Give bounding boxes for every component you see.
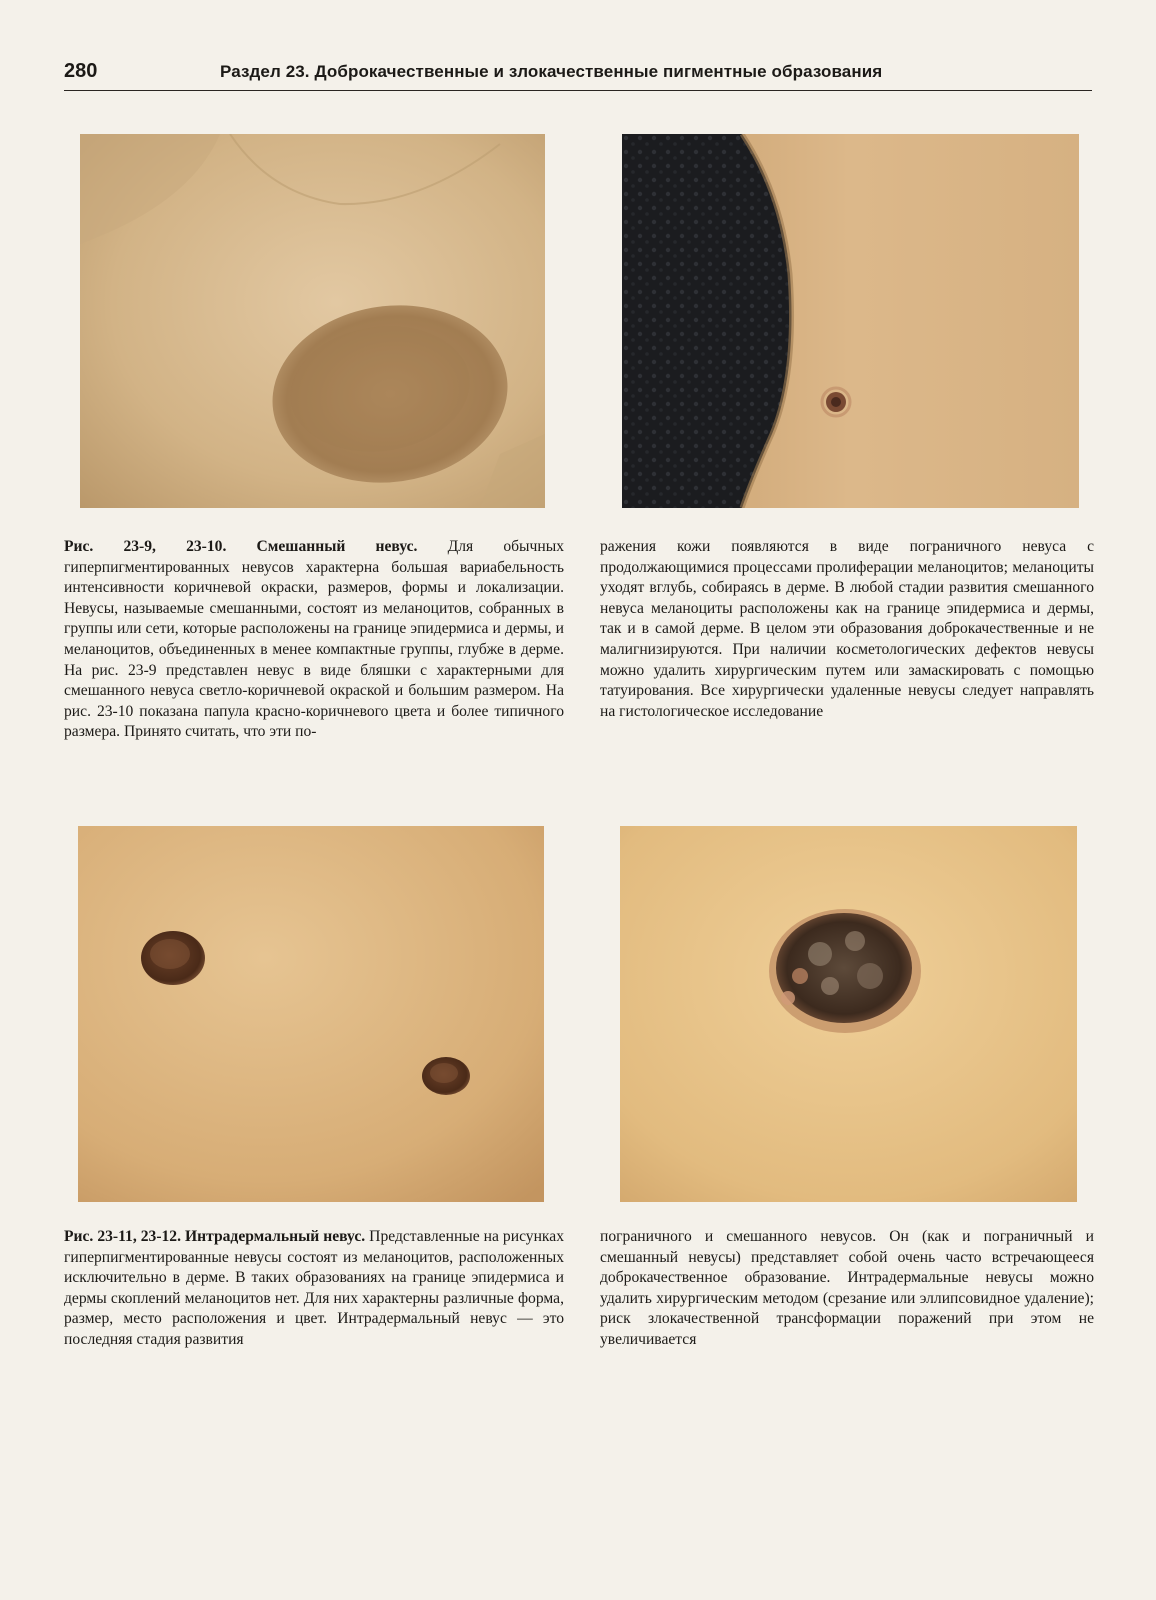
caption-figures-23-11-23-12-right bbox=[600, 1227, 1094, 1351]
figure-23-10-photo bbox=[622, 134, 1079, 508]
caption-text-23-11-right: пограничного и смешанного невусов. Он (как и пограничный и смешанный невусы) представляет собой очень часто встречающееся доброкачественное образование. Интрадермальные невусы можно удалить хирургическим методом (срезание или эллипсовидное удаление); риск злокачественной трансформации поражений при этом не увеличивается bbox=[600, 1228, 1094, 1348]
figure-23-12-photo bbox=[620, 826, 1077, 1202]
skin-papule-photo-icon bbox=[622, 134, 1079, 508]
skin-plaque-photo-icon bbox=[80, 134, 545, 508]
two-nevi-photo-icon bbox=[78, 826, 544, 1202]
caption-text-23-9-left: Для обычных гиперпигментированных невусов характерна большая вариабельность интенсивности коричневой окраски, размеров, формы и локализации. Невусы, называемые смешанными, состоят из меланоцитов, собранных в группы или сети, которые расположены на границе эпидермиса и дермы, и меланоцитов, объединенных в менее компактные группы, глубже в дерме. На рис. 23-9 представлен невус в виде бляшки с характерными для смешанного невуса светло-коричневой окраской и большим размером. На рис. 23-10 показана папула красно-коричневого цвета и более типичного размера. Принято считать, что эти по- bbox=[64, 538, 565, 741]
intradermal-nevus-photo-icon bbox=[620, 826, 1077, 1202]
running-title: Раздел 23. Доброкачественные и злокачественные пигментные образования bbox=[220, 62, 883, 81]
caption-figures-23-9-23-10-right bbox=[600, 537, 1094, 722]
caption-title-23-9-23-10: Рис. 23-9, 23-10. Смешанный невус. bbox=[64, 538, 418, 555]
figure-23-9-photo bbox=[80, 134, 545, 508]
caption-figures-23-11-23-12-left bbox=[64, 1227, 564, 1351]
caption-text-23-9-right: ражения кожи появляются в виде пограничного невуса с продолжающимися процессами пролиферации меланоцитов; меланоциты уходят вглубь, собираясь в дерме. В любой стадии развития смешанного невуса меланоциты расположены как на границе эпидермиса и дермы, так и в самой дерме. В целом эти образования доброкачественные и не малигнизируются. При наличии косметологических дефектов невусы можно удалить хирургическим путем или замаскировать с помощью татуирования. Все хирургически удаленные невусы следует направлять на гистологическое исследование bbox=[600, 538, 1094, 720]
page-header bbox=[64, 58, 1092, 91]
caption-text-23-11-left: Представленные на рисунках гиперпигментированные невусы состоят из меланоцитов, расположенных исключительно в дерме. В таких образованиях на границе эпидермиса и дермы скоплений меланоцитов нет. Для них характерны различные форма, размер, место расположения и цвет. Интрадермальный невус — это последняя стадия развития bbox=[64, 1228, 564, 1348]
caption-figures-23-9-23-10-left bbox=[64, 537, 564, 743]
page-number: 280 bbox=[64, 60, 98, 82]
caption-title-23-11-23-12: Рис. 23-11, 23-12. Интрадермальный невус. bbox=[64, 1228, 366, 1245]
figure-23-11-photo bbox=[78, 826, 544, 1202]
